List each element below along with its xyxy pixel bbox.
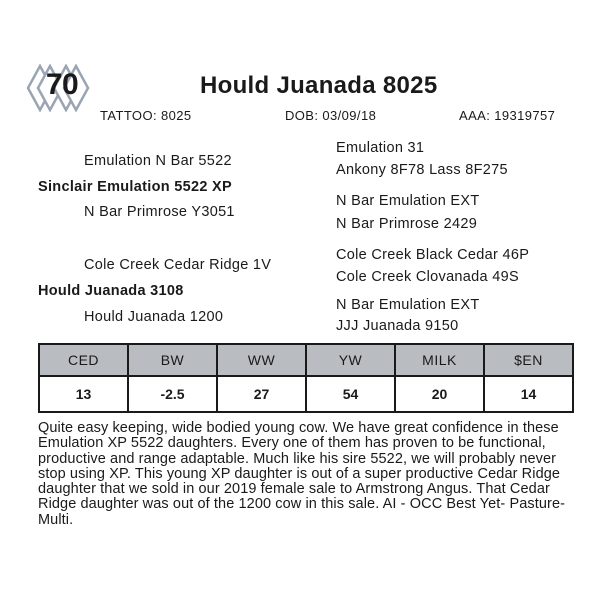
pedigree-sire-sire: Emulation N Bar 5522: [84, 153, 232, 169]
epd-value-ww: 27: [217, 376, 306, 412]
epd-header-ced: CED: [39, 344, 128, 376]
lot-badge: [26, 64, 90, 112]
pedigree-dds: N Bar Emulation EXT: [336, 297, 480, 313]
epd-value-milk: 20: [395, 376, 484, 412]
epd-header-bw: BW: [128, 344, 217, 376]
pedigree-ssd: Ankony 8F78 Lass 8F275: [336, 162, 508, 178]
epd-header-milk: MILK: [395, 344, 484, 376]
registration-number: AAA: 19319757: [459, 108, 556, 123]
pedigree-dam-sire: Cole Creek Cedar Ridge 1V: [84, 257, 272, 273]
epd-value-yw: 54: [306, 376, 395, 412]
epd-header-row: [39, 344, 573, 376]
animal-name: Hould Juanada 8025: [200, 72, 438, 99]
date-of-birth: DOB: 03/09/18: [285, 108, 377, 123]
pedigree-dsd: Cole Creek Clovanada 49S: [336, 269, 519, 285]
epd-header-en: $EN: [484, 344, 573, 376]
pedigree-dam: Hould Juanada 3108: [38, 283, 184, 299]
lot-number: 70: [45, 68, 79, 101]
pedigree-sdd: N Bar Primrose 2429: [336, 216, 478, 232]
tattoo: TATTOO: 8025: [100, 108, 192, 123]
epd-value-row: [39, 376, 573, 412]
epd-value-bw: -2.5: [128, 376, 217, 412]
pedigree-dss: Cole Creek Black Cedar 46P: [336, 247, 530, 263]
epd-value-ced: 13: [39, 376, 128, 412]
epd-value-en: 14: [484, 376, 573, 412]
pedigree-ddd: JJJ Juanada 9150: [336, 318, 459, 334]
epd-header-yw: YW: [306, 344, 395, 376]
pedigree-sire-dam: N Bar Primrose Y3051: [84, 204, 235, 220]
pedigree-dam-dam: Hould Juanada 1200: [84, 309, 224, 325]
pedigree-sss: Emulation 31: [336, 140, 425, 156]
pedigree-sire: Sinclair Emulation 5522 XP: [38, 179, 232, 195]
epd-header-ww: WW: [217, 344, 306, 376]
pedigree-sds: N Bar Emulation EXT: [336, 193, 480, 209]
lot-comments: Quite easy keeping, wide bodied young cow. We have great confidence in these Emulation XP 5522 daughters. Every one of them has proven to be functional, productive and range adaptable. Much like his sire 5522, we will probably never stop using XP. This young XP daughter is out of a super productive Cedar Ridge daughter that we sold in our 2019 female sale to Armstrong Angus. That Cedar Ridge daughter was out of the 1200 cow in this sale. AI - OCC Best Yet- Pasture- Multi.: [38, 420, 566, 528]
epd-table: [38, 343, 574, 413]
